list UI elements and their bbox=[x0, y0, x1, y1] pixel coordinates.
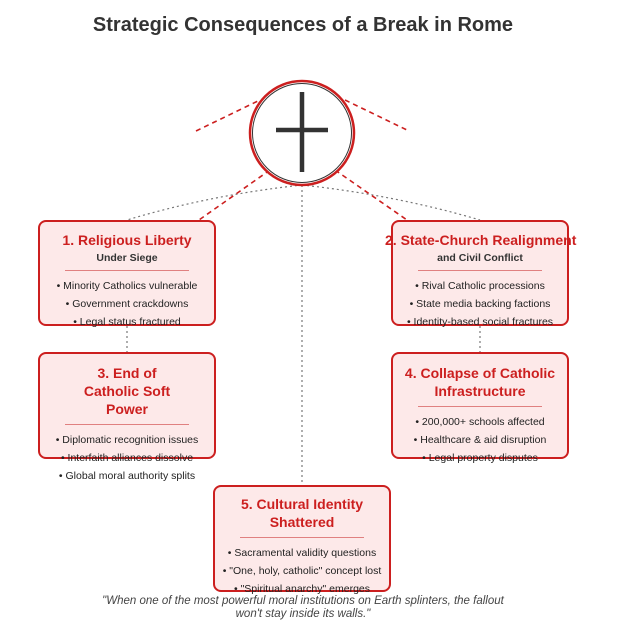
box-state-church-realignment bbox=[385, 220, 577, 328]
page-title: Strategic Consequences of a Break in Rome bbox=[92, 14, 514, 36]
divider bbox=[418, 270, 542, 271]
box-cultural-identity bbox=[213, 485, 391, 595]
list-item: • Rival Catholic processions bbox=[415, 280, 545, 292]
list-item: • Healthcare & aid disruption bbox=[413, 434, 547, 446]
box-religious-liberty bbox=[38, 220, 216, 326]
box-heading: 3. End of Catholic Soft Power bbox=[83, 365, 171, 417]
divider bbox=[418, 406, 542, 407]
divider bbox=[65, 424, 189, 425]
list-item: • Minority Catholics vulnerable bbox=[56, 280, 198, 292]
closing-quote: "When one of the most powerful moral institutions on Earth splinters, the fallout won't stay inside its walls." bbox=[102, 595, 504, 620]
box-heading: 5. Cultural Identity Shattered bbox=[240, 496, 364, 530]
list-item: • Sacramental validity questions bbox=[227, 547, 377, 559]
list-item: • State media backing factions bbox=[409, 298, 551, 310]
list-item: • Legal property disputes bbox=[422, 452, 538, 464]
red-ray-lower-right bbox=[335, 170, 407, 220]
list-item: • "Spiritual anarchy" emerges bbox=[233, 583, 371, 595]
box-heading: 2. State-Church Realignment bbox=[385, 232, 577, 248]
list-item: • "One, holy, catholic" concept lost bbox=[222, 565, 382, 577]
list-item: • Legal status fractured bbox=[73, 316, 181, 328]
box-subheading: Under Siege bbox=[96, 252, 158, 264]
box-heading: 1. Religious Liberty bbox=[62, 232, 192, 248]
list-item: • Government crackdowns bbox=[65, 298, 189, 310]
box-heading: 4. Collapse of Catholic Infrastructure bbox=[404, 365, 556, 399]
list-item: • Global moral authority splits bbox=[58, 470, 196, 482]
list-item: • 200,000+ schools affected bbox=[415, 416, 545, 428]
connector-to-box-2 bbox=[302, 185, 480, 220]
box-end-of-soft-power bbox=[38, 352, 216, 482]
divider bbox=[240, 537, 364, 538]
list-item: • Diplomatic recognition issues bbox=[55, 434, 199, 446]
list-item: • Identity-based social fractures bbox=[406, 316, 554, 328]
box-collapse-of-infrastructure bbox=[391, 352, 569, 464]
red-ray-lower-left bbox=[199, 170, 270, 220]
box-subheading: and Civil Conflict bbox=[437, 252, 523, 264]
divider bbox=[65, 270, 189, 271]
connector-to-box-1 bbox=[127, 185, 302, 220]
list-item: • Interfaith alliances dissolve bbox=[60, 452, 194, 464]
